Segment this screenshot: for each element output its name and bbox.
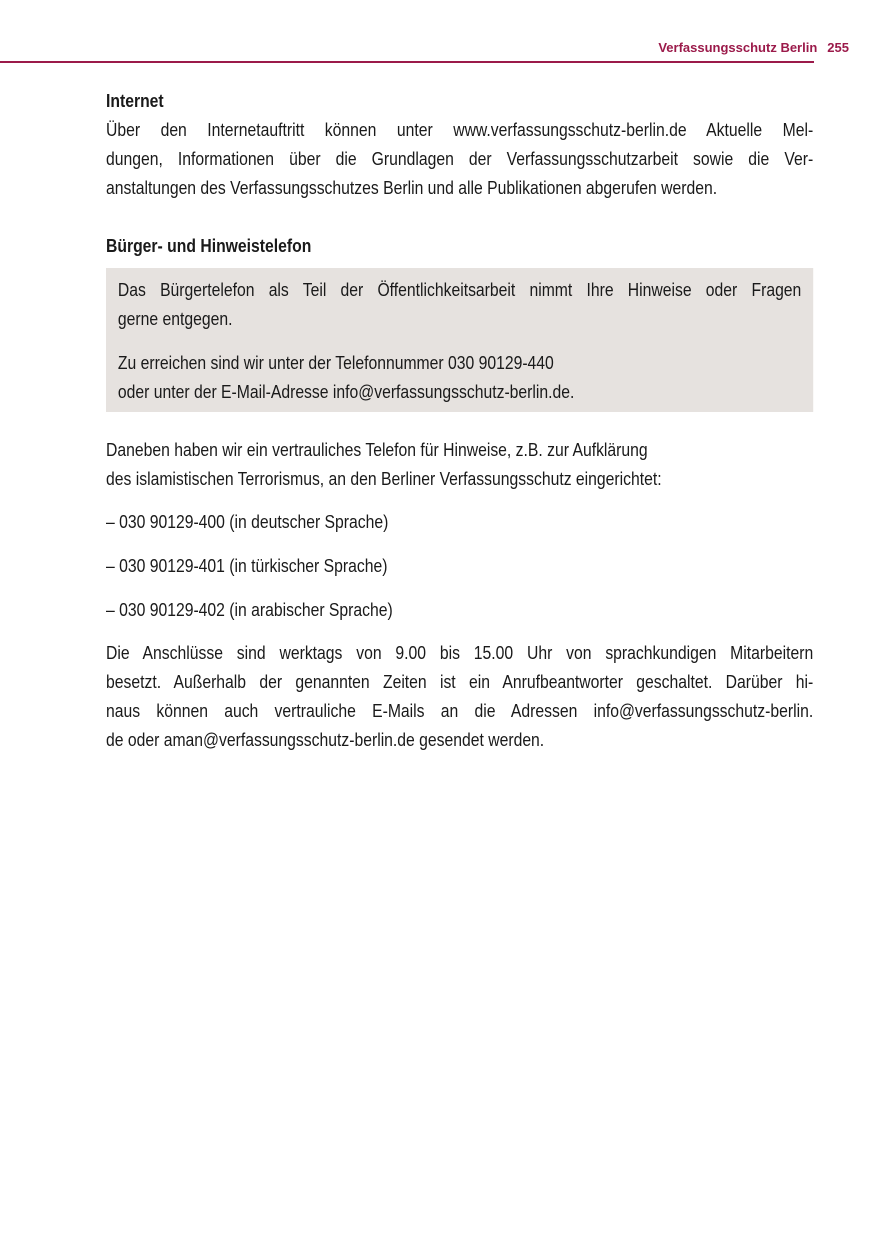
paragraph-line: de oder aman@verfassungsschutz-berlin.de gesendet werden. bbox=[106, 729, 545, 750]
header-rule bbox=[0, 61, 814, 63]
heading-internet: Internet bbox=[106, 90, 164, 111]
box-line: Zu erreichen sind wir unter der Telefonnummer 030 90129-440 bbox=[117, 352, 554, 373]
box-line: Das Bürgertelefon als Teil der Öffentlichkeitsarbeit nimmt Ihre Hinweise oder Fragen bbox=[117, 279, 802, 300]
info-box bbox=[106, 268, 813, 412]
paragraph-line: anstaltungen des Verfassungsschutzes Berlin und alle Publikationen abgerufen werden. bbox=[106, 177, 718, 198]
paragraph-line: Die Anschlüsse sind werktags von 9.00 bis 15.00 Uhr von sprachkundigen Mitarbeitern bbox=[106, 642, 814, 663]
paragraph-line: naus können auch vertrauliche E-Mails an die Adressen info@verfassungsschutz-berlin. bbox=[106, 700, 814, 721]
box-line: gerne entgegen. bbox=[117, 308, 233, 329]
page-content bbox=[106, 86, 813, 754]
list-item: – 030 90129-401 (in türkischer Sprache) bbox=[106, 555, 388, 576]
box-line: oder unter der E-Mail-Adresse info@verfassungsschutz-berlin.de. bbox=[117, 381, 575, 402]
paragraph-line: besetzt. Außerhalb der genannten Zeiten ist ein Anrufbeantworter geschaltet. Darüber hi- bbox=[106, 671, 814, 692]
paragraph-line: Daneben haben wir ein vertrauliches Telefon für Hinweise, z.B. zur Aufklärung bbox=[106, 439, 648, 460]
heading-telefon: Bürger- und Hinweistelefon bbox=[106, 235, 312, 256]
list-item: – 030 90129-402 (in arabischer Sprache) bbox=[106, 599, 393, 620]
paragraph-line: Über den Internetauftritt können unter www.verfassungsschutz-berlin.de Aktuelle Mel- bbox=[106, 119, 814, 140]
header-title: Verfassungsschutz Berlin bbox=[658, 40, 818, 55]
paragraph-line: des islamistischen Terrorismus, an den Berliner Verfassungsschutz eingerichtet: bbox=[106, 468, 662, 489]
running-header bbox=[658, 40, 849, 55]
paragraph-line: dungen, Informationen über die Grundlagen der Verfassungsschutzarbeit sowie die Ver- bbox=[106, 148, 814, 169]
list-item: – 030 90129-400 (in deutscher Sprache) bbox=[106, 511, 389, 532]
page-number: 255 bbox=[827, 40, 849, 55]
